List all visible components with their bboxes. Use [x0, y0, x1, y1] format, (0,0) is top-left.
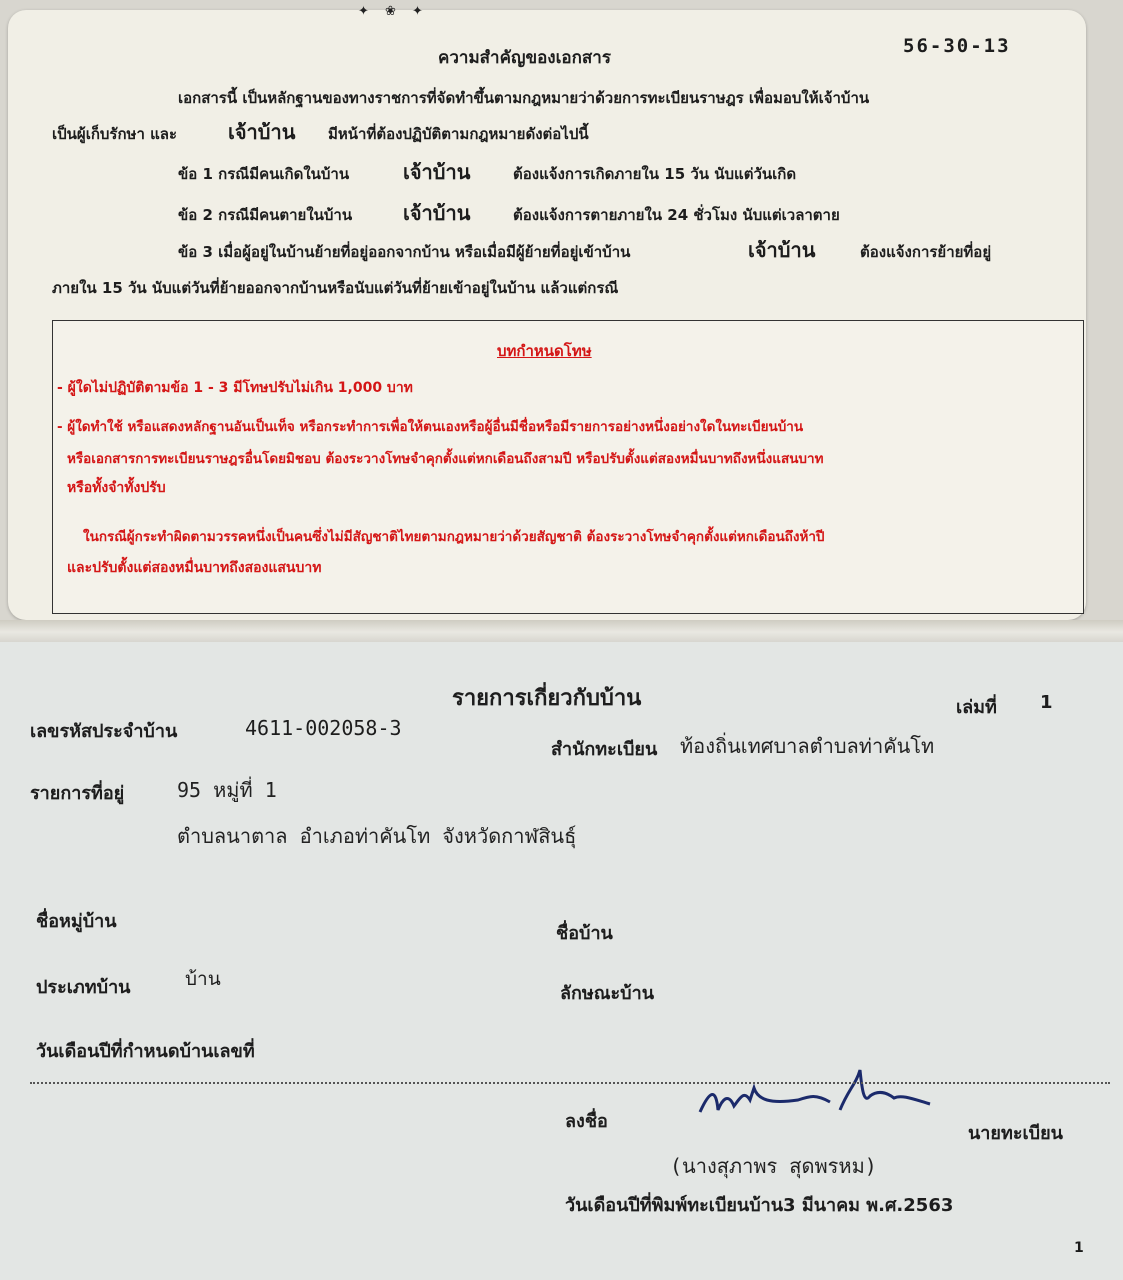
intro-line-2b: มีหน้าที่ต้องปฏิบัติตามกฎหมายดังต่อไปนี้ — [328, 125, 589, 143]
signature-divider — [30, 1082, 1110, 1084]
house-type-label: ประเภทบ้าน — [36, 977, 131, 998]
item-3-continued: ภายใน 15 วัน นับแต่วันที่ย้ายออกจากบ้านหรือนับแต่วันที่ย้ายเข้าอยู่ในบ้าน แล้วแต่กรณี — [52, 279, 619, 297]
intro-line-1: เอกสารนี้ เป็นหลักฐานของทางราชการที่จัดทำขึ้นตามกฎหมายว่าด้วยการทะเบียนราษฎร เพื่อมอบให้เจ้าบ้าน — [178, 89, 870, 107]
house-name-label: ชื่อบ้าน — [556, 923, 613, 944]
page-number: 1 — [1074, 1240, 1084, 1256]
importance-title: ความสำคัญของเอกสาร — [438, 48, 611, 68]
house-style-label: ลักษณะบ้าน — [560, 983, 654, 1004]
house-details-page — [0, 642, 1123, 1280]
village-label: ชื่อหมู่บ้าน — [36, 911, 117, 932]
item-3-owner: เจ้าบ้าน — [748, 238, 816, 262]
penalty-box — [52, 320, 1084, 614]
doc-code: 56-30-13 — [903, 35, 1011, 57]
item-2-text: ข้อ 2 กรณีมีคนตายในบ้าน — [178, 206, 353, 224]
importance-page — [8, 4, 1086, 620]
volume-number: 1 — [1040, 692, 1053, 713]
address-label: รายการที่อยู่ — [30, 783, 125, 804]
penalty-line-5: ในกรณีผู้กระทำผิดตามวรรคหนึ่งเป็นคนซึ่งไม่มีสัญชาติไทยตามกฎหมายว่าด้วยสัญชาติ ต้องระวางโทษจำคุกตั้งแต่หกเดือนถึงห้าปี — [83, 529, 825, 545]
address-line-1: 95 หมู่ที่ 1 — [177, 778, 277, 802]
intro-line-2a: เป็นผู้เก็บรักษา และ — [52, 125, 178, 143]
item-2-deadline: ต้องแจ้งการตายภายใน 24 ชั่วโมง นับแต่เวลาตาย — [513, 206, 840, 224]
sign-label: ลงชื่อ — [565, 1111, 608, 1132]
house-id-label: เลขรหัสประจำบ้าน — [30, 721, 178, 742]
print-date: วันเดือนปีที่พิมพ์ทะเบียนบ้าน3 มีนาคม พ.ศ.2563 — [565, 1195, 954, 1216]
volume-label: เล่มที่ — [956, 697, 997, 718]
registrar-name: (นางสุภาพร สุดพรหม) — [670, 1154, 877, 1178]
penalty-line-2: - ผู้ใดทำใช้ หรือแสดงหลักฐานอันเป็นเท็จ หรือกระทำการเพื่อให้ตนเองหรือผู้อื่นมีชื่อหรือมีรายการอย่างหนึ่งอย่างใดในทะเบียนบ้าน — [57, 419, 804, 435]
house-title: รายการเกี่ยวกับบ้าน — [452, 686, 642, 711]
office-value: ท้องถิ่นเทศบาลตำบลท่าคันโท — [680, 734, 935, 758]
emblem-icon: ✦ ❀ ✦ — [358, 4, 429, 18]
owner-word: เจ้าบ้าน — [228, 120, 296, 144]
penalty-line-6: และปรับตั้งแต่สองหมื่นบาทถึงสองแสนบาท — [67, 560, 322, 576]
address-line-2: ตำบลนาตาล อำเภอท่าคันโท จังหวัดกาฬสินธุ์ — [177, 824, 577, 848]
item-1-deadline: ต้องแจ้งการเกิดภายใน 15 วัน นับแต่วันเกิด — [513, 165, 797, 183]
item-1-text: ข้อ 1 กรณีมีคนเกิดในบ้าน — [178, 165, 350, 183]
office-label: สำนักทะเบียน — [551, 739, 658, 760]
house-id-value: 4611-002058-3 — [245, 716, 402, 740]
penalty-line-1: - ผู้ใดไม่ปฏิบัติตามข้อ 1 - 3 มีโทษปรับไม่เกิน 1,000 บาท — [57, 380, 413, 396]
item-1-owner: เจ้าบ้าน — [403, 160, 471, 184]
penalty-title: บทกำหนดโทษ — [497, 342, 592, 360]
signature-image — [680, 1060, 950, 1130]
registrar-label: นายทะเบียน — [968, 1123, 1063, 1144]
item-3-deadline: ต้องแจ้งการย้ายที่อยู่ — [860, 243, 992, 261]
date-assigned-label: วันเดือนปีที่กำหนดบ้านเลขที่ — [36, 1041, 255, 1062]
penalty-line-3: หรือเอกสารการทะเบียนราษฎรอื่นโดยมิชอบ ต้องระวางโทษจำคุกตั้งแต่หกเดือนถึงสามปี หรือปรับตั้งแต่สองหมื่นบาทถึงหนึ่งแสนบาท — [67, 451, 824, 467]
item-3-text: ข้อ 3 เมื่อผู้อยู่ในบ้านย้ายที่อยู่ออกจากบ้าน หรือเมื่อมีผู้ย้ายที่อยู่เข้าบ้าน — [178, 243, 631, 261]
penalty-line-4: หรือทั้งจำทั้งปรับ — [67, 480, 166, 496]
house-type-value: บ้าน — [185, 968, 221, 990]
item-2-owner: เจ้าบ้าน — [403, 201, 471, 225]
